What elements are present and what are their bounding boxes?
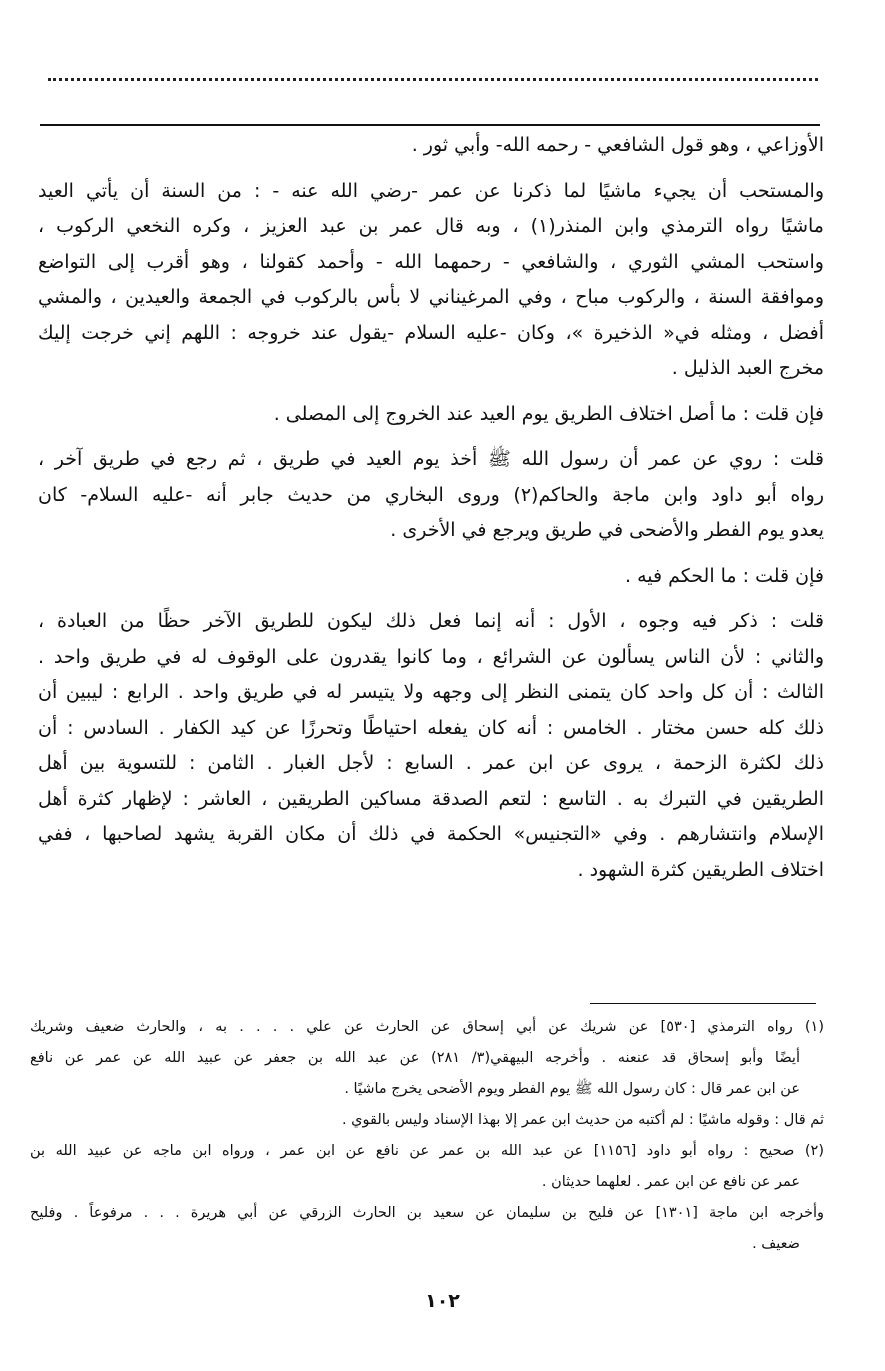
body-line: الإسلام وانتشارهم . وفي «التجنيس» الحكمة في ذلك أن مكان القربة يشهد لصاحبها ، ففي (38, 823, 824, 845)
question-line: فإن قلت : ما أصل اختلاف الطريق يوم العيد عند الخروج إلى المصلى . (273, 402, 824, 425)
question-line: فإن قلت : ما الحكم فيه . (625, 564, 824, 587)
body-line: مخرج العبد الذليل . (671, 357, 824, 379)
body-line: وموافقة السنة ، والركوب مباح ، وفي المرغيناني لا بأس بالركوب في الجمعة والعيدين ، والمشي (38, 286, 824, 308)
body-line: قلت : روي عن عمر أن رسول الله ﷺ أخذ يوم العيد في طريق ، ثم رجع في طريق آخر ، (38, 448, 824, 470)
body-line: واستحب المشي الثوري ، والشافعي - رحمهما الله - وأحمد كقولنا ، وهو أقرب إلى التواضع (38, 250, 824, 273)
body-line: أفضل ، ومثله في« الذخيرة »، وكان -عليه السلام -يقول عند خروجه : اللهم إني خرجت إليك (38, 321, 824, 344)
footnotes (30, 1012, 824, 1260)
body-line: ذلك كله حسن مختار . الخامس : أنه كان يفعله احتياطًا وتحرزًا عن كيد الكفار . السادس : أن (38, 716, 824, 739)
footnote-line: عمر عن نافع عن ابن عمر . لعلهما حديثان . (541, 1174, 800, 1190)
body-line: ماشيًا رواه الترمذي وابن المنذر(١) ، وبه قال عمر بن عبد العزيز ، وكره النخعي الركوب ، (38, 215, 824, 237)
footnote-line: أيضًا وأبو إسحاق قد عنعنه . وأخرجه البيهقي(٣/ ٢٨١) عن عبد الله بن جعفر عن عبيد الله عن عمر عن نافع (30, 1050, 800, 1066)
header-dotted-line (48, 78, 818, 85)
body-line: رواه أبو داود وابن ماجة والحاكم(٢) وروى البخاري من حديث جابر أنه -عليه السلام- كان (38, 483, 824, 506)
footnote-line: (١) رواه الترمذي [٥٣٠] عن شريك عن أبي إسحاق عن الحارث عن علي . . . . به ، والحارث ضعيف وشريك (30, 1019, 824, 1035)
footnote-line: وأخرجه ابن ماجة [١٣٠١] عن فليح بن سليمان عن سعيد بن الحارث الزرقي عن أبي هريرة . . . مرفوعاً . وفليح (30, 1205, 824, 1221)
footnote-line: ثم قال : وقوله ماشيًا : لم أكتبه من حديث ابن عمر إلا بهذا الإسناد وليس بالقوي . (341, 1112, 824, 1128)
body-line: والثاني : لأن الناس يسألون عن الشرائع ، وما كانوا يقدرون على الوقوف له في طريق واحد . (38, 645, 824, 668)
body-line: الثالث : أن كل واحد كان يتمنى النظر إلى وجهه ولا يتيسر له في طريق واحد . الرابع : ليبين أن (38, 681, 824, 703)
main-text (38, 128, 824, 888)
body-line: والمستحب أن يجيء ماشيًا لما ذكرنا عن عمر -رضي الله عنه - : من السنة أن يأتي العيد (38, 179, 824, 202)
page-number: ١٠٢ (425, 1290, 460, 1312)
header-rule (40, 124, 820, 126)
body-line: ذلك لكثرة الزحمة ، يروى عن ابن عمر . السابع : لأجل الغبار . الثامن : للتسوية بين أهل (38, 752, 824, 774)
body-line: الطريقين في التبرك به . التاسع : لتعم الصدقة مساكين الطريقين ، العاشر : لإظهار كثرة أهل (38, 787, 824, 810)
footnote-line: ضعيف . (752, 1236, 800, 1252)
body-line: اختلاف الطريقين كثرة الشهود . (577, 858, 824, 881)
footnote-separator (590, 1003, 816, 1004)
body-line: يعدو يوم الفطر والأضحى في طريق ويرجع في الأخرى . (390, 519, 824, 541)
body-line: قلت : ذكر فيه وجوه ، الأول : أنه إنما فعل ذلك ليكون للطريق الآخر حظًا من العبادة ، (38, 610, 824, 632)
body-line: الأوزاعي ، وهو قول الشافعي - رحمه الله- وأبي ثور . (411, 134, 824, 156)
footnote-line: عن ابن عمر قال : كان رسول الله ﷺ يوم الفطر ويوم الأضحى يخرج ماشيًا . (344, 1081, 800, 1097)
footnote-line: (٢) صحيح : رواه أبو داود [١١٥٦] عن عبد الله بن عمر عن نافع عن ابن عمر ، ورواه ابن ماجه عن عبيد الله بن (30, 1143, 824, 1159)
